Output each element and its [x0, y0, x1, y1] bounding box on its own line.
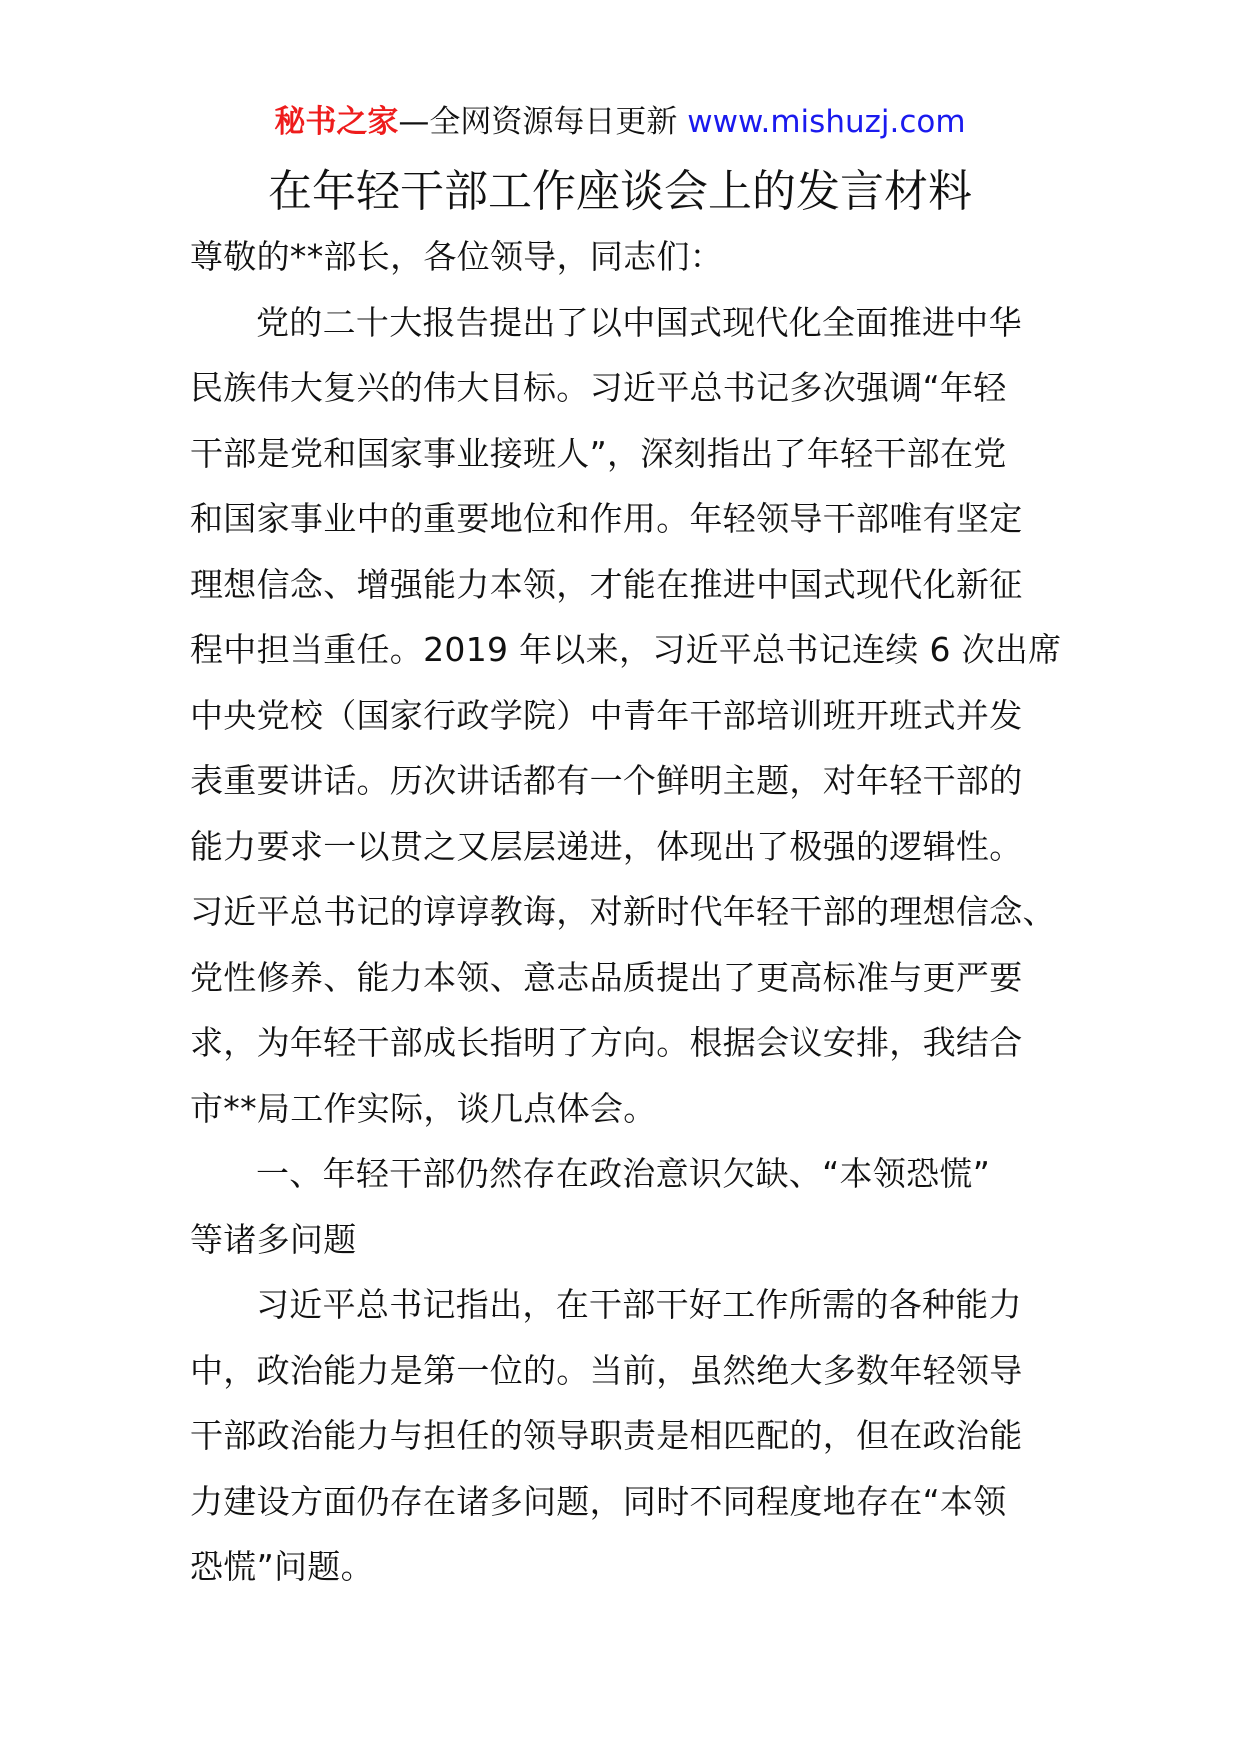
paragraph-line: 市**局工作实际，谈几点体会。 — [190, 1088, 657, 1128]
site-header — [0, 100, 1240, 144]
paragraph-line: 党性修养、能力本领、意志品质提出了更高标准与更严要 — [190, 957, 1023, 997]
salutation-line: 尊敬的**部长，各位领导，同志们： — [190, 237, 724, 276]
paragraph-line: 习近平总书记的谆谆教诲，对新时代年轻干部的理想信念、 — [190, 892, 1056, 931]
header-tagline: —全网资源每日更新 — [398, 104, 688, 140]
paragraph-line: 民族伟大复兴的伟大目标。习近平总书记多次强调“年轻 — [190, 368, 1007, 407]
paragraph-line: 党的二十大报告提出了以中国式现代化全面推进中华 — [256, 302, 1022, 342]
section-heading-line: 等诸多问题 — [190, 1219, 357, 1259]
paragraph-line: 理想信念、增强能力本领，才能在推进中国式现代化新征 — [190, 564, 1023, 604]
paragraph-line: 中，政治能力是第一位的。当前，虽然绝大多数年轻领导 — [190, 1350, 1023, 1390]
paragraph-line: 和国家事业中的重要地位和作用。年轻领导干部唯有坚定 — [190, 499, 1023, 538]
paragraph-line: 程中担当重任。2019 年以来，习近平总书记连续 6 次出席 — [190, 630, 1062, 669]
section-heading-line: 一、年轻干部仍然存在政治意识欠缺、“本领恐慌” — [256, 1154, 991, 1193]
paragraph-line: 求，为年轻干部成长指明了方向。根据会议安排，我结合 — [190, 1023, 1023, 1062]
paragraph-line: 干部政治能力与担任的领导职责是相匹配的，但在政治能 — [190, 1416, 1023, 1455]
paragraph-line: 干部是党和国家事业接班人”，深刻指出了年轻干部在党 — [190, 433, 1007, 473]
paragraph-line: 习近平总书记指出，在干部干好工作所需的各种能力 — [256, 1285, 1022, 1324]
paragraph-line: 恐慌”问题。 — [190, 1547, 374, 1586]
document-title: 在年轻干部工作座谈会上的发言材料 — [268, 166, 972, 217]
paragraph-line: 表重要讲话。历次讲话都有一个鲜明主题，对年轻干部的 — [190, 761, 1023, 800]
site-url-link[interactable]: www.mishuzj.com — [687, 104, 966, 140]
paragraph-line: 能力要求一以贯之又层层递进，体现出了极强的逻辑性。 — [190, 826, 1023, 866]
document-body — [190, 224, 1062, 1600]
brand-name: 秘书之家 — [274, 104, 399, 140]
paragraph-line: 力建设方面仍存在诸多问题，同时不同程度地存在“本领 — [190, 1481, 1007, 1521]
paragraph-line: 中央党校（国家行政学院）中青年干部培训班开班式并发 — [190, 695, 1023, 735]
